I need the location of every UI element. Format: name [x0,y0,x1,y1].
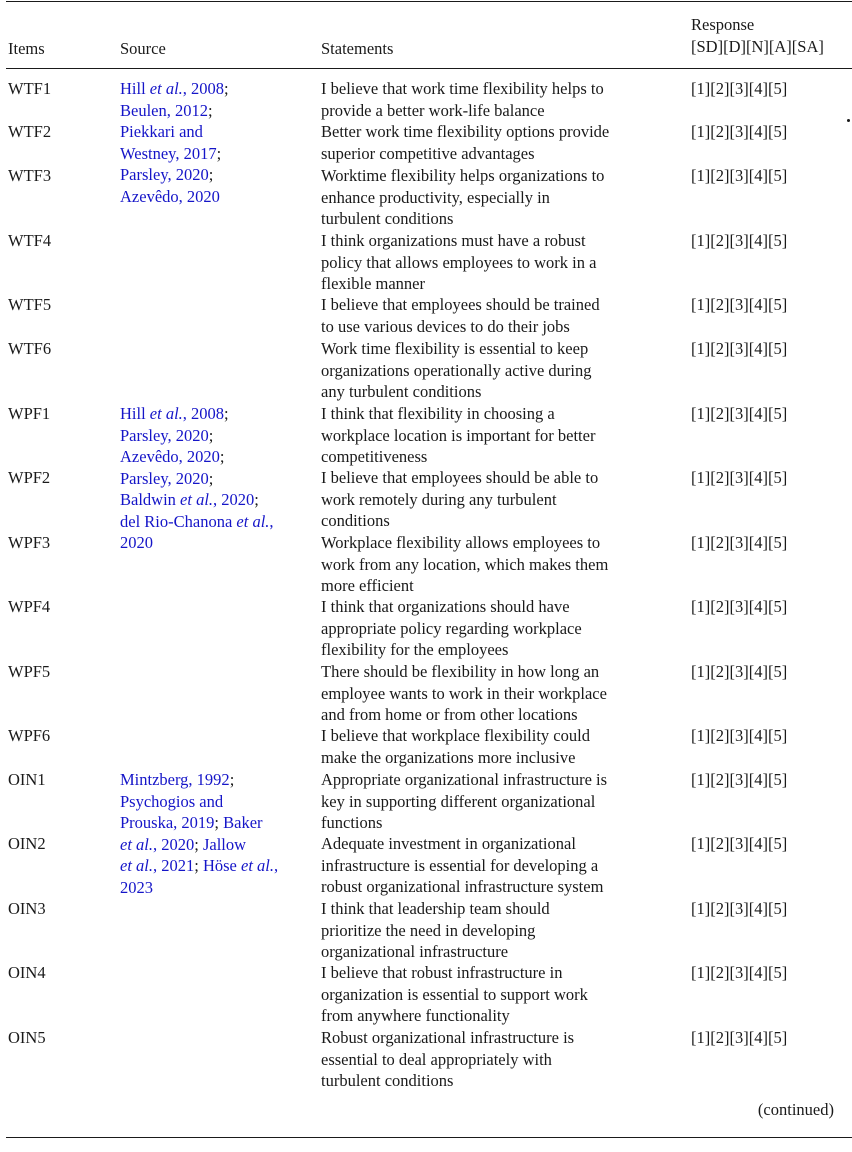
source-line [120,511,310,533]
item-code: WTF6 [8,339,52,358]
header-response-label: Response [691,15,755,34]
continued-note: (continued) [757,1100,834,1119]
statement-line: functions [321,813,383,832]
citation-separator: ; [194,856,203,875]
citation-link[interactable]: Hill [120,79,150,98]
citation-link[interactable]: Höse [202,856,242,875]
citation-link[interactable]: 2020 [120,533,153,552]
response-scale: [1][2][3][4][5] [691,770,788,789]
statement-line: policy that allows employees to work in a [321,252,597,272]
source-line [120,164,310,186]
statement-line: flexibility for the employees [321,640,509,659]
statement-line: organizational infrastructure [321,942,509,961]
citation-separator: ; [224,79,229,98]
statement-line: I believe that employees should be trained [321,295,600,314]
citation-link[interactable]: 2023 [120,877,153,897]
header-rule [6,68,852,69]
statement-line: I think that flexibility in choosing a [321,404,555,423]
header-items: Items [8,39,45,58]
statement-line: flexible manner [321,274,425,293]
item-code: WTF2 [8,122,52,141]
source-line [120,877,310,899]
statement-line: I think that leadership team should [321,899,550,918]
source-line [120,403,310,425]
source-citations [120,78,310,207]
source-line [120,78,310,100]
statement [321,725,671,768]
citation-etal: et al. [241,856,275,875]
continued-word: continued [763,1100,829,1119]
citation-link[interactable]: Azevêdo, 2020 [120,186,220,206]
statement-line: from anywhere functionality [321,1006,510,1025]
citation-link[interactable]: , 2008 [182,79,225,98]
item-code: WPF4 [8,597,51,616]
source-line [120,468,310,490]
statement [321,467,671,532]
citation-link[interactable]: Parsley, 2020 [120,468,209,488]
statement-line: more efficient [321,576,414,595]
statement-line: organization is essential to support work [321,984,588,1004]
item-code: WTF3 [8,166,52,185]
statement-line: Worktime flexibility helps organizations to [321,166,605,185]
citation-link[interactable]: Parsley, 2020 [120,165,209,184]
statement-line: I believe that work time flexibility helps to [321,79,604,98]
statement-line: superior competitive advantages [321,143,535,163]
statement-line: Adequate investment in organizational [321,834,576,853]
statement-line: I think that organizations should have [321,597,570,616]
statement-line: any turbulent conditions [321,382,482,401]
citation-separator: ; [208,165,214,184]
citation-etal: et al. [120,856,153,875]
statement-line: I think organizations must have a robust [321,231,586,250]
statement-line: employee wants to work in their workplace [321,683,607,703]
source-citations [120,769,310,898]
response-scale: [1][2][3][4][5] [691,79,788,98]
source-line [120,489,310,511]
statement [321,962,671,1027]
statement [321,596,671,661]
citation-separator: ; [219,447,225,466]
citation-link[interactable]: Beulen, 2012 [120,100,208,120]
response-scale: [1][2][3][4][5] [691,468,788,487]
citation-separator: ; [208,425,214,445]
citation-separator: ; [254,490,259,509]
citation-link[interactable]: Mintzberg, 1992 [120,770,230,789]
statement [321,78,671,121]
citation-separator: ; [224,404,229,423]
source-line [120,186,310,208]
statement-line: provide a better work-life balance [321,100,545,120]
response-scale: [1][2][3][4][5] [691,339,788,358]
statement [321,165,671,230]
statement [321,661,671,726]
statement-line: organizations operationally active during [321,360,592,380]
statement [321,833,671,898]
statement-line: turbulent conditions [321,209,454,228]
statement-line: prioritize the need in developing [321,920,536,940]
citation-link[interactable]: , [274,856,279,875]
source-line [120,100,310,122]
statement-line: robust organizational infrastructure system [321,877,604,896]
citation-separator: ; [208,100,213,120]
citation-link[interactable]: Baker [223,813,263,832]
citation-separator: ; [214,813,224,832]
statement [321,294,671,337]
source-line [120,446,310,468]
statement [321,532,671,597]
statement [321,1027,671,1092]
margin-dot [847,119,850,122]
statement [321,230,671,295]
response-scale: [1][2][3][4][5] [691,834,788,853]
citation-separator: ; [229,770,235,789]
statement-line: work remotely during any turbulent [321,489,557,509]
statement-line: make the organizations more inclusive [321,747,576,767]
statement-line: Appropriate organizational infrastructure is [321,770,608,789]
statement-line: key in supporting different organizational [321,791,596,811]
item-code: WTF1 [8,79,52,98]
response-scale: [1][2][3][4][5] [691,1028,788,1047]
item-code: WTF4 [8,231,52,250]
citation-etal: et al. [236,511,270,531]
response-scale: [1][2][3][4][5] [691,963,788,982]
source-line [120,425,310,447]
citation-link[interactable]: Hill [120,404,150,423]
citation-link[interactable]: del Rio-Chanona [120,511,237,531]
top-rule [6,1,852,2]
source-citations [120,403,310,554]
citation-link[interactable]: Jallow [202,834,247,854]
statement-line: work from any location, which makes them [321,554,609,574]
statement [321,403,671,468]
citation-link[interactable]: , 2020 [153,834,195,854]
item-code: OIN5 [8,1028,46,1047]
item-code: WTF5 [8,295,52,314]
statement-line: Robust organizational infrastructure is [321,1028,575,1047]
citation-link[interactable]: , 2020 [213,490,255,509]
response-scale: [1][2][3][4][5] [691,533,788,552]
response-scale: [1][2][3][4][5] [691,597,788,616]
response-scale: [1][2][3][4][5] [691,295,788,314]
source-line [120,812,310,834]
statement-line: Workplace flexibility allows employees to [321,533,601,552]
statement-line: appropriate policy regarding workplace [321,618,582,638]
header-response [691,14,824,57]
response-scale: [1][2][3][4][5] [691,404,788,423]
citation-etal: et al. [180,490,214,509]
citation-link[interactable]: Westney, 2017 [120,143,217,163]
citation-link[interactable]: Psychogios and [120,791,224,811]
statement-line: I believe that employees should be able to [321,468,599,487]
source-line [120,855,310,877]
response-scale: [1][2][3][4][5] [691,231,788,250]
statement-line: There should be flexibility in how long an [321,662,600,681]
statement-line: I believe that robust infrastructure in [321,963,563,982]
citation-link[interactable]: Baldwin [120,490,181,509]
citation-etal: et al. [120,834,153,854]
header-response-scale: [SD][D][N][A][SA] [691,36,824,56]
statement-line: to use various devices to do their jobs [321,316,570,336]
source-line [120,769,310,791]
response-scale: [1][2][3][4][5] [691,662,788,681]
statement-line: competitiveness [321,447,428,466]
response-scale: [1][2][3][4][5] [691,122,788,141]
statement-line: I believe that workplace flexibility could [321,726,590,745]
item-code: OIN4 [8,963,46,982]
response-scale: [1][2][3][4][5] [691,166,788,185]
citation-link[interactable]: , 2021 [153,856,195,875]
source-line [120,121,310,143]
citation-link[interactable]: Parsley, 2020 [120,425,209,445]
response-scale: [1][2][3][4][5] [691,899,788,918]
item-code: WPF5 [8,662,51,681]
item-code: WPF2 [8,468,51,487]
citation-separator: ; [194,834,203,854]
source-line [120,791,310,813]
item-code: WPF3 [8,533,51,552]
response-scale: [1][2][3][4][5] [691,726,788,745]
statement-line: infrastructure is essential for developing a [321,855,599,875]
citation-link[interactable]: Piekkari and [120,122,203,141]
source-line [120,834,310,856]
statement-line: essential to deal appropriately with [321,1049,552,1069]
citation-separator: ; [208,468,214,488]
citation-etal: et al. [149,404,183,423]
statement [321,769,671,834]
header-source: Source [120,39,166,58]
statement-line: Work time flexibility is essential to keep [321,339,589,358]
item-code: WPF1 [8,404,51,423]
statement-line: and from home or from other locations [321,705,578,724]
citation-link[interactable]: , 2008 [182,404,225,423]
source-line [120,143,310,165]
statement [321,338,671,403]
statement-line: workplace location is important for better [321,425,596,445]
item-code: OIN3 [8,899,46,918]
statement-line: Better work time flexibility options provide [321,122,610,141]
item-code: WPF6 [8,726,51,745]
source-line [120,532,310,554]
citation-link[interactable]: , [269,511,274,531]
statement [321,898,671,963]
bottom-rule [6,1137,852,1138]
citation-link[interactable]: Azevêdo, 2020 [120,447,220,466]
citation-separator: ; [216,143,222,163]
header-statements: Statements [321,39,394,58]
citation-link[interactable]: Prouska, 2019 [120,813,215,832]
statement-line: enhance productivity, especially in [321,187,550,207]
citation-etal: et al. [149,79,183,98]
statement-line: conditions [321,511,390,530]
statement-line: turbulent conditions [321,1071,454,1090]
item-code: OIN1 [8,770,46,789]
item-code: OIN2 [8,834,46,853]
statement [321,121,671,164]
